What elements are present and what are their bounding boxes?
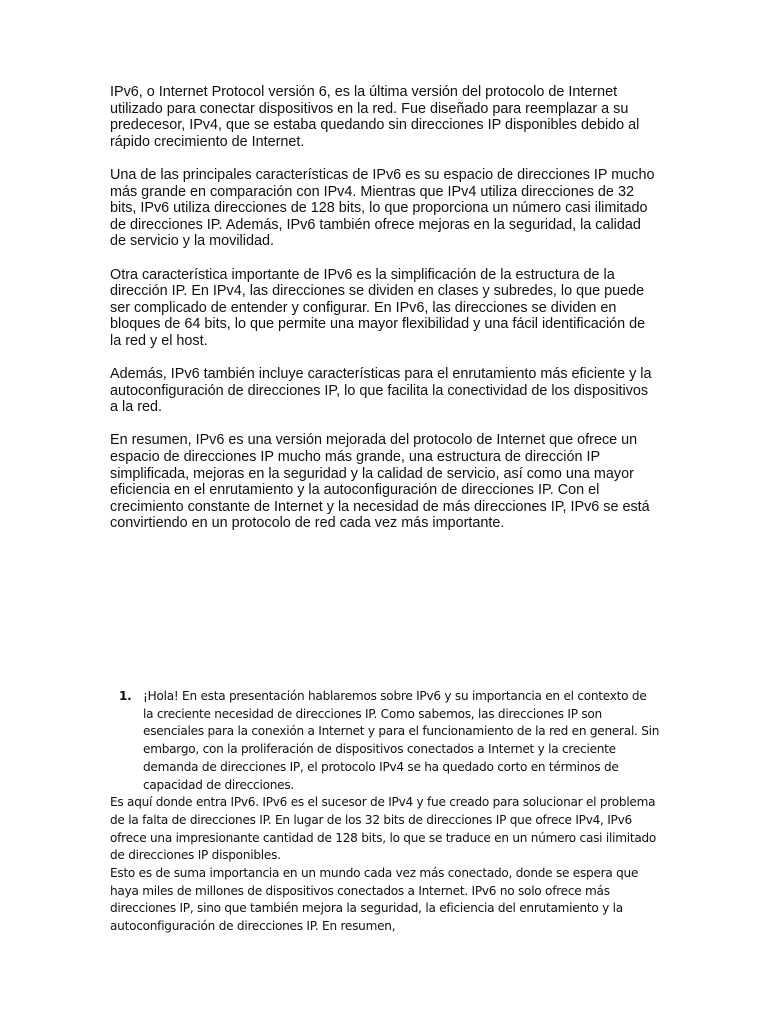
list-number: 1. <box>119 689 132 703</box>
intro-paragraph-1: IPv6, o Internet Protocol versión 6, es la última versión del protocolo de Internet utilizado para conectar dispositivos en la red. Fue diseñado para reemplazar a su predecesor, IPv4, que se estaba quedando sin direcciones IP disponibles debido al rápido crecimiento de Internet. <box>110 84 640 150</box>
numbered-list <box>110 688 660 794</box>
list-item-text: ¡Hola! En esta presentación hablaremos sobre IPv6 y su importancia en el contexto de la creciente necesidad de direcciones IP. Como sabemos, las direcciones IP son esenciales para la conexión a Internet y para el funcionamiento de la red en general. Sin embargo, con la proliferación de dispositivos conectados a Internet y la creciente demanda de direcciones IP, el protocolo IPv4 se ha quedado corto en términos de capacidad de direcciones. <box>143 689 660 792</box>
presentation-section <box>110 688 660 936</box>
intro-paragraph-3: Otra característica importante de IPv6 es la simplificación de la estructura de la dirección IP. En IPv4, las direcciones se dividen en clases y subredes, lo que puede ser complicado de entender y configurar. En IPv6, las direcciones se dividen en bloques de 64 bits, lo que permite una mayor flexibilidad y una fácil identificación de la red y el host. <box>110 266 646 349</box>
follow-paragraph-2: Esto es de suma importancia en un mundo cada vez más conectado, donde se espera que haya miles de millones de dispositivos conectados a Internet. IPv6 no solo ofrece más direcciones IP, sino que también mejora la seguridad, la eficiencia del enrutamiento y la autoconfiguración de direcciones IP. En resumen, <box>110 866 639 934</box>
list-item <box>110 688 660 794</box>
intro-paragraph-5: En resumen, IPv6 es una versión mejorada del protocolo de Internet que ofrece un espacio de direcciones IP mucho más grande, una estructura de dirección IP simplificada, mejoras en la seguridad y la calidad de servicio, así como una mayor eficiencia en el enrutamiento y la autoconfiguración de direcciones IP. Con el crecimiento constante de Internet y la necesidad de más direcciones IP, IPv6 se está convirtiendo en un protocolo de red cada vez más importante. <box>110 432 650 532</box>
intro-section <box>110 84 660 549</box>
intro-paragraph-2: Una de las principales características de IPv6 es su espacio de direcciones IP mucho más grande en comparación con IPv4. Mientras que IPv4 utiliza direcciones de 32 bits, IPv6 utiliza direcciones de 128 bits, lo que proporciona un número casi ilimitado de direcciones IP. Además, IPv6 también ofrece mejoras en la seguridad, la calidad de servicio y la movilidad. <box>110 166 655 250</box>
follow-paragraph-1: Es aquí donde entra IPv6. IPv6 es el sucesor de IPv4 y fue creado para solucionar el problema de la falta de direcciones IP. En lugar de los 32 bits de direcciones IP que ofrece IPv4, IPv6 ofrece una impresionante cantidad de 128 bits, lo que se traduce en un número casi ilimitado de direcciones IP disponibles. <box>110 795 657 863</box>
intro-paragraph-4: Además, IPv6 también incluye características para el enrutamiento más eficiente y la autoconfiguración de direcciones IP, lo que facilita la conectividad de los dispositivos a la red. <box>110 366 652 416</box>
